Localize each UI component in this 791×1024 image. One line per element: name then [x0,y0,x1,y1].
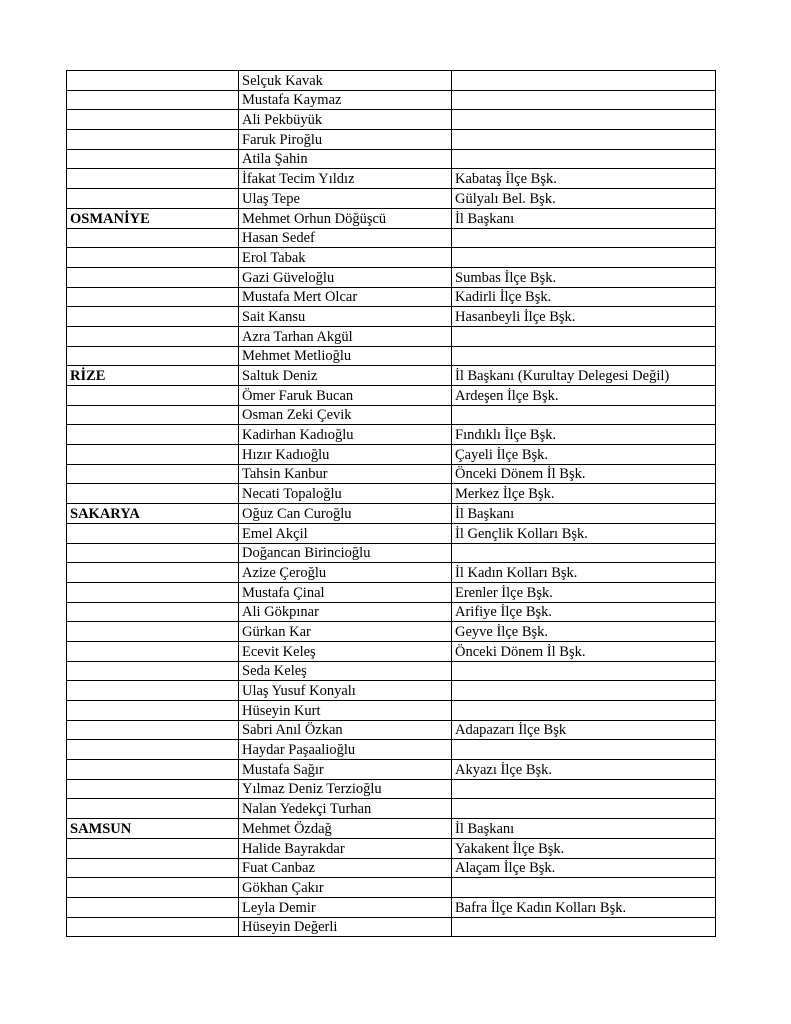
name-cell: Oğuz Can Curoğlu [239,504,452,524]
name-cell: Mustafa Çinal [239,582,452,602]
role-cell: Ardeşen İlçe Bşk. [452,386,716,406]
name-cell: Seda Keleş [239,661,452,681]
role-cell [452,661,716,681]
province-cell [67,799,239,819]
table-row [67,405,716,425]
name-cell: Selçuk Kavak [239,71,452,91]
table-row [67,366,716,386]
province-cell [67,878,239,898]
province-cell [67,71,239,91]
role-cell [452,248,716,268]
name-cell: Nalan Yedekçi Turhan [239,799,452,819]
province-cell [67,523,239,543]
role-cell [452,405,716,425]
table-row [67,897,716,917]
table-row [67,326,716,346]
province-cell [67,582,239,602]
name-cell: Hasan Sedef [239,228,452,248]
province-cell [67,248,239,268]
table-row [67,504,716,524]
role-cell: Sumbas İlçe Bşk. [452,267,716,287]
role-cell [452,740,716,760]
role-cell [452,543,716,563]
table-row [67,740,716,760]
table-row [67,602,716,622]
table-row [67,425,716,445]
role-cell: Bafra İlçe Kadın Kolları Bşk. [452,897,716,917]
role-cell: Çayeli İlçe Bşk. [452,445,716,465]
role-cell: Kabataş İlçe Bşk. [452,169,716,189]
name-cell: Necati Topaloğlu [239,484,452,504]
province-cell [67,779,239,799]
province-cell [67,169,239,189]
table-row [67,878,716,898]
name-cell: Gürkan Kar [239,622,452,642]
role-cell: Akyazı İlçe Bşk. [452,760,716,780]
name-cell: Halide Bayrakdar [239,838,452,858]
table-row [67,149,716,169]
role-cell [452,701,716,721]
name-cell: Mustafa Sağır [239,760,452,780]
role-cell [452,326,716,346]
table-row [67,307,716,327]
name-cell: Fuat Canbaz [239,858,452,878]
name-cell: Erol Tabak [239,248,452,268]
name-cell: Atila Şahin [239,149,452,169]
table-row [67,799,716,819]
name-cell: İfakat Tecim Yıldız [239,169,452,189]
province-cell [67,720,239,740]
name-cell: Faruk Piroğlu [239,130,452,150]
role-cell: Gülyalı Bel. Bşk. [452,189,716,209]
province-cell [67,267,239,287]
province-cell [67,228,239,248]
province-cell [67,701,239,721]
table-row [67,110,716,130]
table-row [67,543,716,563]
name-cell: Kadirhan Kadıoğlu [239,425,452,445]
table-row [67,819,716,839]
province-cell [67,346,239,366]
province-cell [67,838,239,858]
name-cell: Doğancan Birincioğlu [239,543,452,563]
table-row [67,701,716,721]
table-row [67,622,716,642]
province-cell [67,307,239,327]
province-cell [67,405,239,425]
name-cell: Azra Tarhan Akgül [239,326,452,346]
province-cell [67,641,239,661]
role-cell: İl Başkanı (Kurultay Delegesi Değil) [452,366,716,386]
table-body [67,71,716,937]
table-row [67,208,716,228]
table-row [67,90,716,110]
name-cell: Mustafa Mert Olcar [239,287,452,307]
table-row [67,248,716,268]
name-cell: Emel Akçil [239,523,452,543]
role-cell [452,779,716,799]
role-cell: İl Gençlik Kolları Bşk. [452,523,716,543]
table-row [67,189,716,209]
province-cell [67,149,239,169]
name-cell: Gazi Güveloğlu [239,267,452,287]
name-cell: Ulaş Yusuf Konyalı [239,681,452,701]
province-cell [67,563,239,583]
role-cell: Erenler İlçe Bşk. [452,582,716,602]
table-row [67,484,716,504]
name-cell: Ömer Faruk Bucan [239,386,452,406]
province-cell [67,622,239,642]
name-cell: Ali Pekbüyük [239,110,452,130]
role-cell [452,71,716,91]
role-cell [452,878,716,898]
table-row [67,267,716,287]
province-cell [67,858,239,878]
province-cell [67,917,239,937]
table-row [67,779,716,799]
role-cell [452,90,716,110]
province-cell [67,602,239,622]
name-cell: Tahsin Kanbur [239,464,452,484]
table-row [67,641,716,661]
name-cell: Hüseyin Değerli [239,917,452,937]
table-row [67,386,716,406]
table-row [67,228,716,248]
table-row [67,917,716,937]
role-cell: Önceki Dönem İl Bşk. [452,641,716,661]
name-cell: Yılmaz Deniz Terzioğlu [239,779,452,799]
table-row [67,346,716,366]
province-cell [67,760,239,780]
name-cell: Saltuk Deniz [239,366,452,386]
table-row [67,523,716,543]
table-row [67,858,716,878]
name-cell: Ali Gökpınar [239,602,452,622]
province-cell [67,681,239,701]
province-cell [67,484,239,504]
province-cell [67,445,239,465]
table-row [67,445,716,465]
name-cell: Leyla Demir [239,897,452,917]
role-cell: Geyve İlçe Bşk. [452,622,716,642]
role-cell: Merkez İlçe Bşk. [452,484,716,504]
role-cell [452,799,716,819]
name-cell: Hızır Kadıoğlu [239,445,452,465]
province-cell: SAKARYA [67,504,239,524]
table-row [67,287,716,307]
role-cell: İl Başkanı [452,504,716,524]
province-cell [67,661,239,681]
role-cell: Yakakent İlçe Bşk. [452,838,716,858]
role-cell [452,681,716,701]
name-cell: Ecevit Keleş [239,641,452,661]
table-row [67,71,716,91]
role-cell: Hasanbeyli İlçe Bşk. [452,307,716,327]
province-cell [67,386,239,406]
province-cell: OSMANİYE [67,208,239,228]
province-cell [67,287,239,307]
table-row [67,720,716,740]
role-cell [452,130,716,150]
role-cell: Fındıklı İlçe Bşk. [452,425,716,445]
name-cell: Ulaş Tepe [239,189,452,209]
table-row [67,582,716,602]
province-cell [67,543,239,563]
province-cell [67,130,239,150]
province-cell [67,90,239,110]
role-cell: Kadirli İlçe Bşk. [452,287,716,307]
table-row [67,838,716,858]
role-cell: Adapazarı İlçe Bşk [452,720,716,740]
province-cell [67,326,239,346]
table-row [67,130,716,150]
delegate-table [66,70,716,937]
table-row [67,169,716,189]
province-cell [67,110,239,130]
province-cell [67,740,239,760]
role-cell: İl Başkanı [452,208,716,228]
table-row [67,464,716,484]
role-cell [452,346,716,366]
province-cell [67,897,239,917]
name-cell: Hüseyin Kurt [239,701,452,721]
role-cell: Arifiye İlçe Bşk. [452,602,716,622]
role-cell [452,110,716,130]
role-cell: İl Başkanı [452,819,716,839]
role-cell [452,149,716,169]
name-cell: Gökhan Çakır [239,878,452,898]
role-cell: İl Kadın Kolları Bşk. [452,563,716,583]
table-row [67,661,716,681]
table-row [67,563,716,583]
name-cell: Mehmet Orhun Döğüşcü [239,208,452,228]
province-cell: SAMSUN [67,819,239,839]
table-row [67,681,716,701]
role-cell [452,917,716,937]
name-cell: Haydar Paşaalioğlu [239,740,452,760]
province-cell [67,189,239,209]
name-cell: Mehmet Özdağ [239,819,452,839]
name-cell: Azize Çeroğlu [239,563,452,583]
role-cell [452,228,716,248]
name-cell: Mehmet Metlioğlu [239,346,452,366]
name-cell: Osman Zeki Çevik [239,405,452,425]
table-row [67,760,716,780]
name-cell: Mustafa Kaymaz [239,90,452,110]
name-cell: Sabri Anıl Özkan [239,720,452,740]
role-cell: Alaçam İlçe Bşk. [452,858,716,878]
province-cell: RİZE [67,366,239,386]
name-cell: Sait Kansu [239,307,452,327]
province-cell [67,425,239,445]
province-cell [67,464,239,484]
role-cell: Önceki Dönem İl Bşk. [452,464,716,484]
